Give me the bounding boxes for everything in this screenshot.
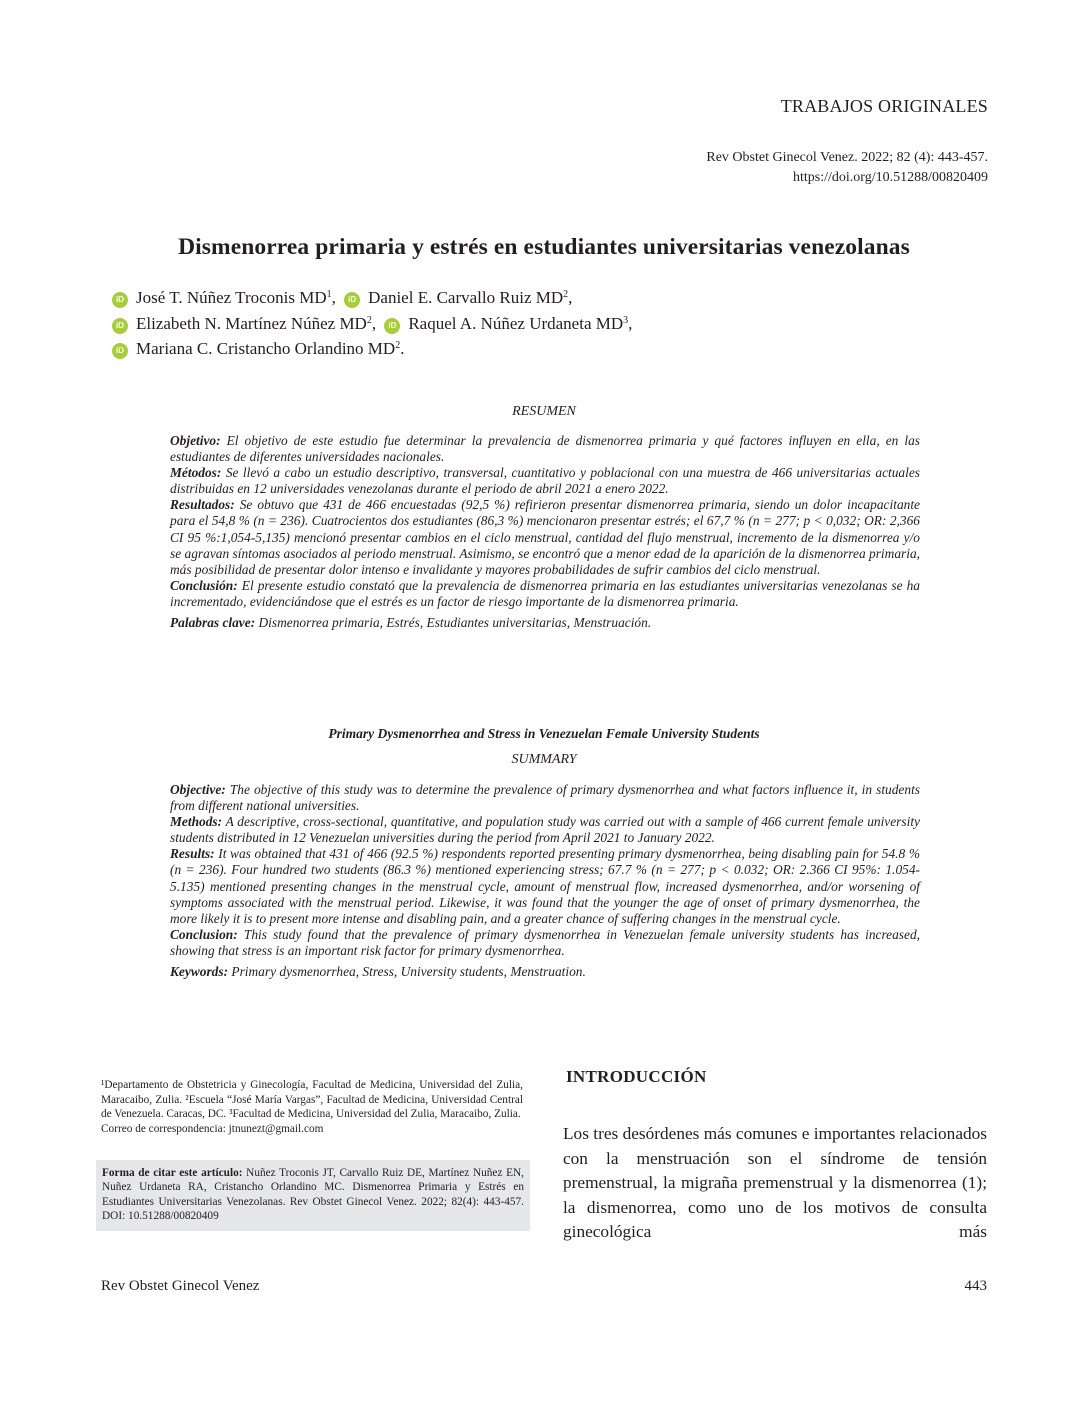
summary-methods-label: Methods:	[170, 814, 223, 830]
doi-link[interactable]: https://doi.org/10.51288/00820409	[793, 170, 988, 185]
citation-block	[706, 148, 988, 188]
summary-keywords-text: Primary dysmenorrhea, Stress, University students, Menstruation.	[231, 964, 586, 980]
orcid-icon[interactable]: iD	[112, 318, 128, 334]
correspondence-email[interactable]: Correo de correspondencia: jtnunezt@gmail.com	[101, 1122, 324, 1135]
summary-methods	[170, 814, 920, 846]
author-list	[112, 285, 632, 362]
author-separator: ,	[331, 288, 336, 307]
summary-keywords	[170, 964, 920, 980]
footer-journal: Rev Obstet Ginecol Venez	[101, 1278, 260, 1294]
author-name: Elizabeth N. Martínez Núñez MD	[136, 313, 367, 333]
summary-methods-text: A descriptive, cross-sectional, quantitative, and population study was carried out with a sample of 466 current female university students distributed in 12 Venezuelan universities during the period from April 2021 to January 2022.	[170, 814, 920, 846]
resumen-keywords	[170, 615, 920, 631]
author-affiliation-number: 3	[623, 314, 629, 326]
author-name: José T. Núñez Troconis MD	[136, 288, 327, 307]
summary-heading: SUMMARY	[511, 752, 577, 767]
summary-objective	[170, 782, 920, 814]
resumen-conclusion-text: El presente estudio constató que la prevalencia de dismenorrea primaria en las estudiantes universitarias venezolanas se ha incrementado, evidenciándose que el estrés es un factor de riesgo importante de la dismenorrea primaria.	[170, 577, 920, 609]
resumen-conclusion-label: Conclusión:	[170, 577, 238, 593]
resumen-conclusion	[170, 578, 920, 610]
author-separator: ,	[568, 288, 573, 307]
author-affiliation-number: 2	[563, 289, 569, 300]
author-separator: ,	[371, 313, 377, 333]
resumen-metodos-text: Se llevó a cabo un estudio descriptivo, transversal, cuantitativo y poblacional con una muestra de 466 universitarias actuales distribuidas en 12 universidades venezolanas durante el periodo de abril 2021 a enero 2022.	[170, 465, 920, 497]
summary-conclusion-text: This study found that the prevalence of primary dysmenorrhea in Venezuelan female university students has increased, showing that stress is an important risk factor for primary dysmenorrhea.	[170, 926, 921, 958]
page-number: 443	[964, 1278, 987, 1294]
author-affiliation-number: 2	[366, 314, 372, 326]
resumen-resultados-text: Se obtuvo que 431 de 466 encuestadas (92,5 %) refirieron presentar dismenorrea primaria, siendo un dolor incapacitante para el 54,8 % (n = 236). Cuatrocientos dos estudiantes (86,3 %) mencionaron presentar estrés; el 67,7 % (n = 277; p < 0,032; OR: 2,366 CI 95 %:1,054-5,135) mencionó presentar cambios en el ciclo menstrual, cantidad del flujo menstrual, incremento de la dismenorrea y/o se agravan síntomas asociados al periodo menstrual. Asimismo, se encontró que a menor edad de la aparición de la dismenorrea primaria, más posibilidad de presentar dolor intenso e invalidante y mayores probabilidades de sufrir cambios del ciclo menstrual.	[170, 497, 920, 577]
resumen-metodos	[170, 465, 920, 497]
orcid-icon[interactable]: iD	[344, 292, 360, 308]
resumen-metodos-label: Métodos:	[170, 465, 222, 481]
cite-as-label: Forma de citar este artículo:	[102, 1167, 243, 1179]
author-separator: .	[400, 339, 405, 358]
section-label: TRABAJOS ORIGINALES	[780, 96, 988, 116]
resumen-objetivo-label: Objetivo:	[170, 433, 221, 448]
affiliation-text: ¹Departamento de Obstetricia y Ginecología, Facultad de Medicina, Universidad del Zulia, Maracaibo, Zulia. ²Escuela “José María Vargas”, Facultad de Medicina, Universidad Central de Venezuela. Caracas, DC. ³Facultad de Medicina, Universidad del Zulia, Maracaibo, Zulia.	[101, 1079, 523, 1121]
resumen-keywords-text: Dismenorrea primaria, Estrés, Estudiantes universitarias, Menstruación.	[258, 615, 652, 631]
article-title: Dismenorrea primaria y estrés en estudiantes universitarias venezolanas	[178, 234, 910, 260]
author-affiliation-number: 2	[395, 340, 401, 351]
introduction-heading: INTRODUCCIÓN	[566, 1067, 707, 1086]
author-separator: ,	[628, 313, 633, 333]
citation-line: Rev Obstet Ginecol Venez. 2022; 82 (4): 443-457.	[706, 150, 988, 165]
author-line-1	[112, 285, 632, 311]
english-title: Primary Dysmenorrhea and Stress in Venezuelan Female University Students	[328, 726, 760, 741]
summary-results-text: It was obtained that 431 of 466 (92.5 %) respondents reported presenting primary dysmenorrhea, being disabling pain for 54.8 % (n = 236). Four hundred two students (86.3 %) mentioned experiencing stress; 67.7 % (n = 277; p < 0.032; OR: 2.366 CI 95%: 1.054-5.135) mentioned presenting changes in the menstrual cycle, amount of menstrual flow, increased dysmenorrhea, and/or worsening of symptoms associated with the menstrual period. Likewise, it was found that the younger the age of onset of primary dysmenorrhea, the more likely it is to present more intense and disabling pain, and a greater chance of suffering changes in the menstrual cycle.	[170, 846, 920, 926]
summary-conclusion	[170, 927, 920, 959]
resumen-objetivo	[170, 433, 920, 465]
resumen-heading: RESUMEN	[512, 404, 576, 419]
summary-results	[170, 846, 920, 926]
resumen-body	[170, 433, 920, 631]
author-name: Raquel A. Núñez Urdaneta MD	[408, 313, 624, 333]
affiliations	[101, 1078, 523, 1136]
author-affiliation-number: 1	[326, 289, 332, 300]
cite-as-box	[96, 1160, 530, 1231]
cite-as-text: Nuñez Troconis JT, Carvallo Ruiz DE, Martínez Nuñez EN, Nuñez Urdaneta RA, Cristancho Orlandino MC. Dismenorrea Primaria y Estrés en Estudiantes Universitarias Venezolanas. Rev Obstet Ginecol Venez. 2022; 82(4): 443-457. DOI: 10.51288/00820409	[102, 1167, 524, 1222]
summary-results-label: Results:	[170, 846, 215, 862]
resumen-keywords-label: Palabras clave:	[170, 615, 256, 631]
resumen-resultados-label: Resultados:	[170, 497, 235, 513]
resumen-objetivo-text: El objetivo de este estudio fue determinar la prevalencia de dismenorrea primaria y qué factores influyen en ella, en las estudiantes de diferentes universidades nacionales.	[170, 433, 920, 465]
orcid-icon[interactable]: iD	[112, 292, 128, 308]
summary-body	[170, 782, 920, 980]
summary-objective-text: The objective of this study was to determine the prevalence of primary dysmenorrhea and what factors influence it, in students from different national universities.	[170, 782, 920, 814]
summary-conclusion-label: Conclusion:	[170, 926, 238, 942]
author-name: Mariana C. Cristancho Orlandino MD	[136, 339, 396, 358]
summary-keywords-label: Keywords:	[170, 964, 229, 980]
orcid-icon[interactable]: iD	[384, 318, 400, 334]
resumen-resultados	[170, 497, 920, 577]
summary-objective-label: Objective:	[170, 782, 226, 797]
author-name: Daniel E. Carvallo Ruiz MD	[368, 288, 564, 307]
author-line-2	[112, 311, 632, 337]
author-line-3	[112, 336, 632, 362]
introduction-text: Los tres desórdenes más comunes e importantes relacionados con la menstruación son el síndrome de tensión premenstrual, la migraña premenstrual y la dismenorrea (1); la dismenorrea, como uno de los motivos de consulta ginecológica más	[563, 1124, 987, 1241]
orcid-icon[interactable]: iD	[112, 343, 128, 359]
